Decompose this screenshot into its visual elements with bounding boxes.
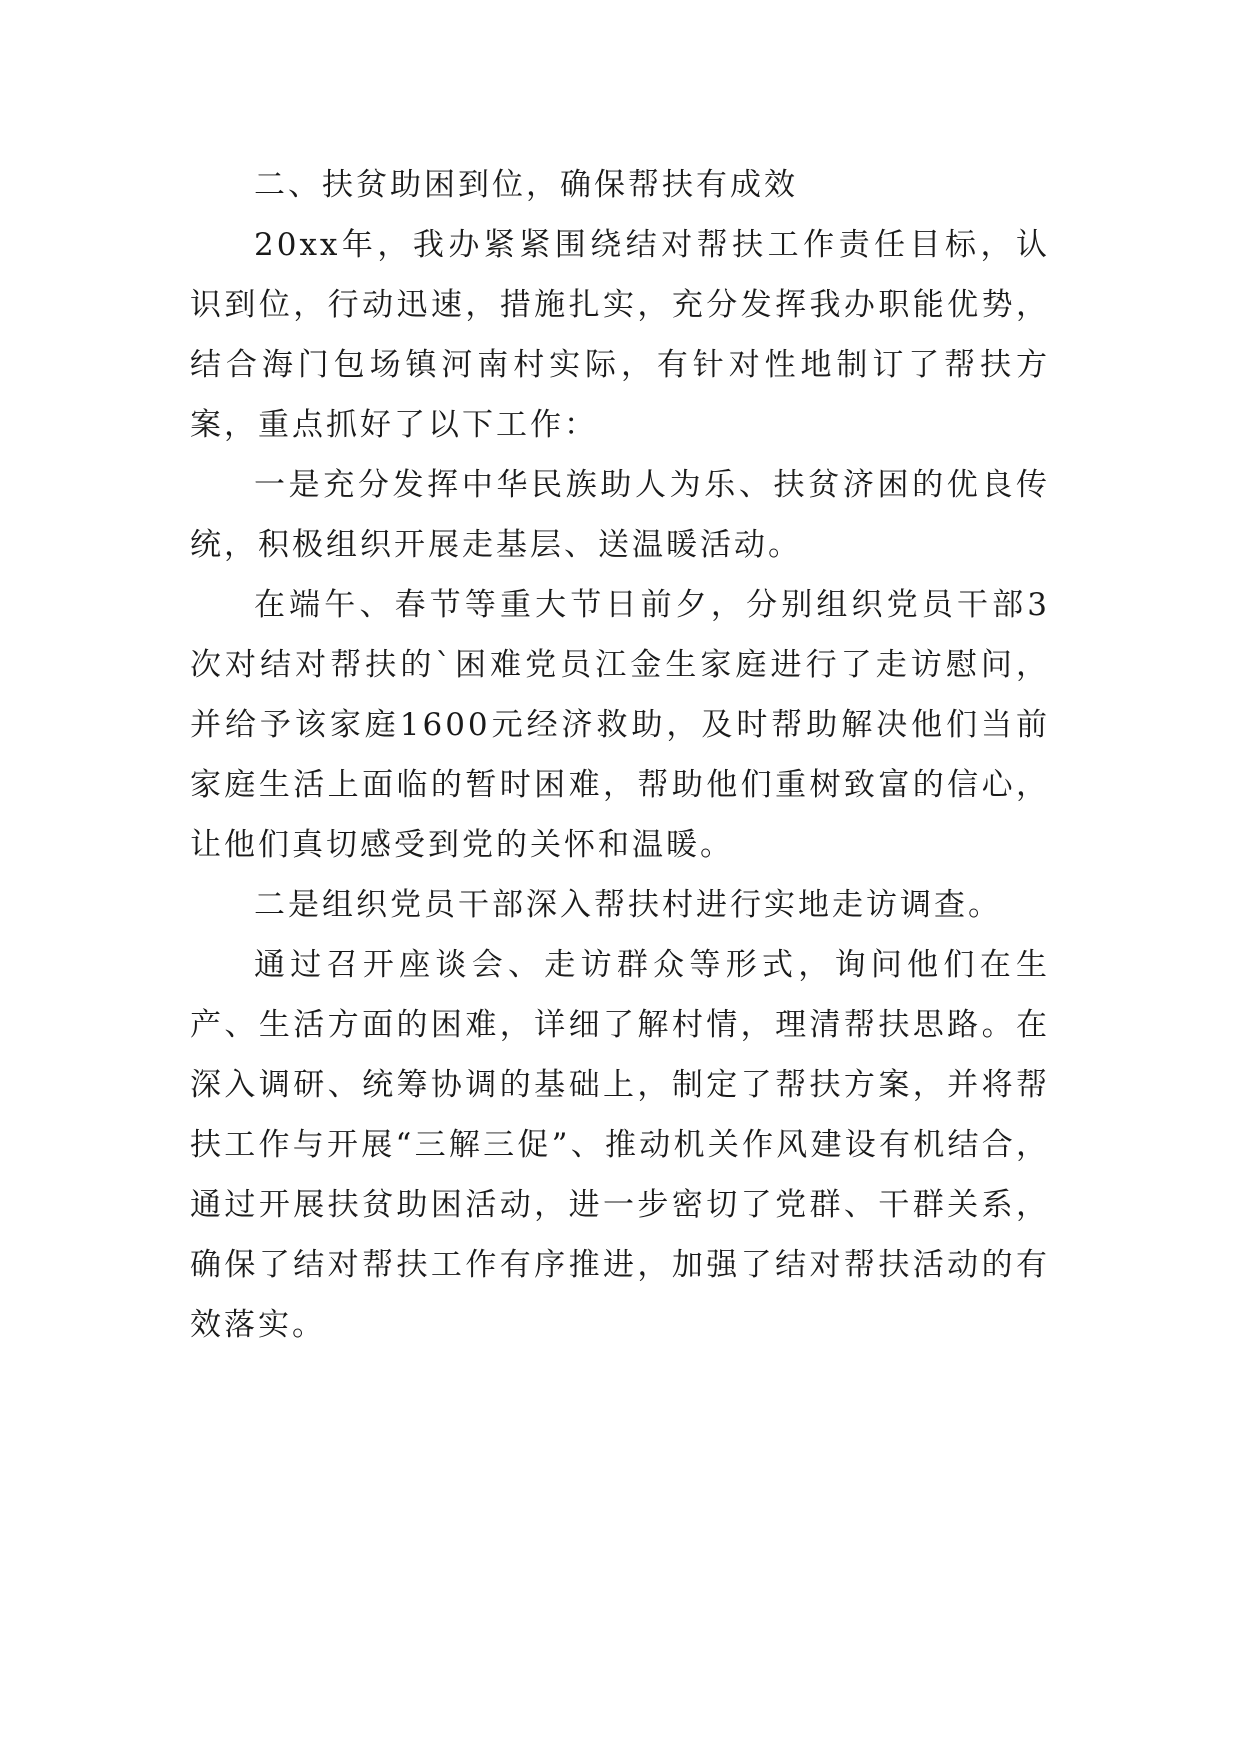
paragraph-point-one: 一是充分发挥中华民族助人为乐、扶贫济困的优良传统，积极组织开展走基层、送温暖活动。 (190, 467, 1050, 563)
section-heading: 二、扶贫助困到位，确保帮扶有成效 (254, 167, 798, 203)
paragraph-field-survey: 通过召开座谈会、走访群众等形式，询问他们在生产、生活方面的困难，详细了解村情，理清帮扶思路。在深入调研、统筹协调的基础上，制定了帮扶方案，并将帮扶工作与开展“三解三促”、推动机关作风建设有机结合，通过开展扶贫助困活动，进一步密切了党群、干群关系，确保了结对帮扶工作有序推进，加强了结对帮扶活动的有效落实。 (190, 947, 1050, 1343)
paragraph-intro: 20xx年，我办紧紧围绕结对帮扶工作责任目标，认识到位，行动迅速，措施扎实，充分发挥我办职能优势，结合海门包场镇河南村实际，有针对性地制订了帮扶方案，重点抓好了以下工作： (190, 227, 1050, 443)
document-body (190, 155, 1050, 1355)
paragraph-holiday-visits: 在端午、春节等重大节日前夕，分别组织党员干部3次对结对帮扶的`困难党员江金生家庭进行了走访慰问，并给予该家庭1600元经济救助，及时帮助解决他们当前家庭生活上面临的暂时困难，帮助他们重树致富的信心，让他们真切感受到党的关怀和温暖。 (190, 587, 1050, 863)
paragraph-point-two: 二是组织党员干部深入帮扶村进行实地走访调查。 (254, 887, 1002, 923)
